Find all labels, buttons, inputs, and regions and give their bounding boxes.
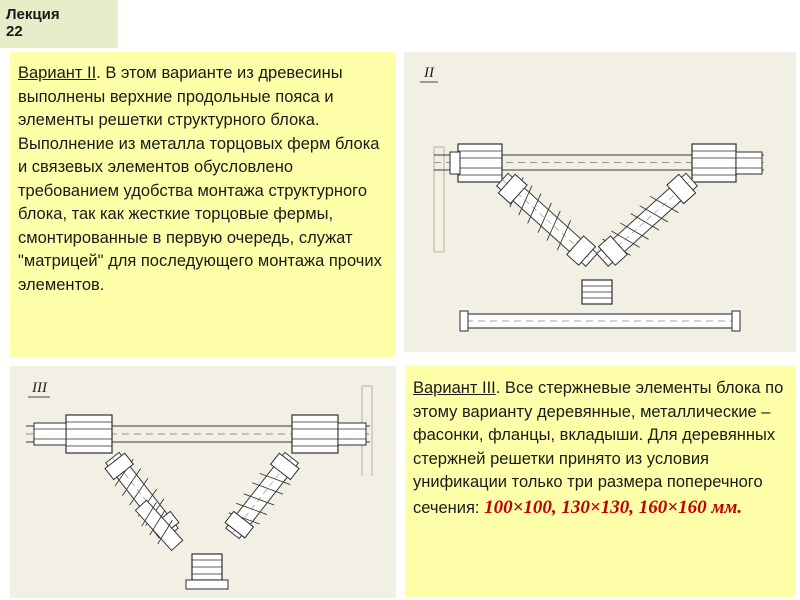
variant-2-textbox <box>10 52 396 357</box>
figure-variant-2-drawing <box>404 52 796 352</box>
variant-3-body: . Все стержневые элементы блока по этому варианту деревянные, металлические – фасонки, фланцы, вкладыши. Для деревянных стержней решетки принято из условия унификации только три размера поперечного сечения: <box>413 379 784 517</box>
variant-2-body: . В этом варианте из древесины выполнены верхние продольные пояса и элементы решетки структурного блока. Выполнение из металла торцовых ферм блока и связевых элементов обусловлено требованием удобства монтажа структурного блока, так как жесткие торцовые фермы, смонтированные в первую очередь, служат "матрицей" для последующего монтажа прочих элементов. <box>18 64 382 294</box>
lecture-number: 22 <box>6 23 23 40</box>
variant-3-emphasis: 100×100, 130×130, 160×160 мм. <box>484 496 743 518</box>
lecture-label: Лекция <box>6 6 60 23</box>
variant-2-lead: Вариант II <box>18 64 97 82</box>
bottom-chord <box>460 311 740 331</box>
node-apex <box>582 280 612 304</box>
lecture-badge <box>0 0 118 48</box>
variant-3-textbox <box>405 365 795 597</box>
figure-variant-3-label: III <box>32 380 47 396</box>
figure-variant-2-label: II <box>424 65 434 81</box>
variant-3-lead: Вариант III <box>413 379 496 397</box>
variant-2-paragraph <box>18 62 388 297</box>
figure-variant-3 <box>10 366 396 598</box>
figure-variant-3-drawing <box>10 366 396 598</box>
figure-variant-2 <box>404 52 796 352</box>
node-left <box>450 144 502 182</box>
variant-3-paragraph <box>413 377 787 521</box>
node-apex <box>186 554 228 589</box>
